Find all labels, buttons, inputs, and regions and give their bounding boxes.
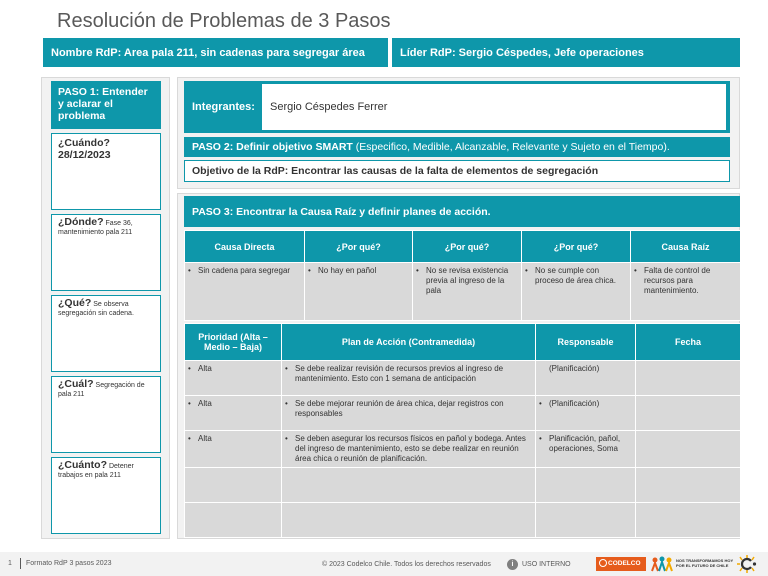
plan-header: Fecha xyxy=(636,324,741,361)
priority-cell[interactable]: • Alta xyxy=(185,431,282,468)
people-logo-icon xyxy=(651,556,673,572)
integrantes-section xyxy=(184,81,730,133)
priority-cell[interactable] xyxy=(185,468,282,503)
date-cell[interactable] xyxy=(636,396,741,431)
page-title: Resolución de Problemas de 3 Pasos xyxy=(57,10,391,32)
plan-header: Responsable xyxy=(536,324,636,361)
paso2-title-text: PASO 2: Definir objetivo SMART xyxy=(192,141,353,153)
cuando-value: 28/12/2023 xyxy=(58,149,111,161)
rdp-leader-header: Líder RdP: Sergio Céspedes, Jefe operaciones xyxy=(392,38,740,67)
date-cell[interactable] xyxy=(636,361,741,396)
responsible-cell[interactable]: • (Planificación) xyxy=(536,396,636,431)
format-label: Formato RdP 3 pasos 2023 xyxy=(26,560,112,567)
codelco-logo: CODELCO xyxy=(596,557,646,571)
causes-header: ¿Por qué? xyxy=(413,231,522,263)
date-cell[interactable] xyxy=(636,503,741,538)
table-row xyxy=(185,361,741,396)
cuando-box[interactable] xyxy=(51,133,161,210)
paso2-subtitle: (Especifico, Medible, Alcanzable, Relevante y Sujeto en el Tiempo). xyxy=(355,141,670,153)
plan-header: Plan de Acción (Contramedida) xyxy=(282,324,536,361)
cuanto-label: ¿Cuánto? xyxy=(58,459,107,471)
paso2-title xyxy=(184,137,730,157)
responsible-cell[interactable]: (Planificación) xyxy=(536,361,636,396)
plan-cell[interactable] xyxy=(282,503,536,538)
rdp-name-header: Nombre RdP: Area pala 211, sin cadenas para segregar área xyxy=(43,38,388,67)
que-label: ¿Qué? xyxy=(58,297,92,309)
responsible-cell[interactable] xyxy=(536,468,636,503)
cause-cell[interactable]: • No hay en pañol xyxy=(305,263,413,321)
sun-logo-icon xyxy=(736,554,758,574)
responsible-cell[interactable] xyxy=(536,503,636,538)
cause-cell[interactable]: • Falta de control de recursos para mantenimiento. xyxy=(631,263,741,321)
footer-divider xyxy=(20,558,21,569)
priority-cell[interactable]: • Alta xyxy=(185,361,282,396)
priority-cell[interactable] xyxy=(185,503,282,538)
integrantes-field[interactable]: Sergio Céspedes Ferrer xyxy=(262,84,726,130)
cual-value: Segregación de pala 211 xyxy=(58,382,145,398)
plan-cell[interactable]: • Se debe mejorar reunión de área chica, dejar registros con responsables xyxy=(282,396,536,431)
info-icon: i xyxy=(507,559,518,570)
table-row xyxy=(185,503,741,538)
priority-cell[interactable]: • Alta xyxy=(185,396,282,431)
donde-label: ¿Dónde? xyxy=(58,216,104,228)
plan-cell[interactable]: • Se deben asegurar los recursos físicos en pañol y bodega. Antes del ingreso de mantenimiento, esto se debe realizar en reunión área chica o reunión de planificación. xyxy=(282,431,536,468)
plan-cell[interactable]: • Se debe realizar revisión de recursos previos al ingreso de mantenimiento. Esto con 1 semana de anticipación xyxy=(282,361,536,396)
donde-value: Fase 36, mantenimiento pala 211 xyxy=(58,220,133,236)
date-cell[interactable] xyxy=(636,431,741,468)
cause-cell[interactable]: • No se revisa existencia previa al ingreso de la pala xyxy=(413,263,522,321)
causes-header: Causa Raíz xyxy=(631,231,741,263)
que-value: Se observa segregación sin cadena. xyxy=(58,301,134,317)
date-cell[interactable] xyxy=(636,468,741,503)
responsible-cell[interactable]: • Planificación, pañol, operaciones, Soma xyxy=(536,431,636,468)
table-row xyxy=(185,431,741,468)
action-plan-table xyxy=(184,323,741,538)
cuanto-box[interactable] xyxy=(51,457,161,534)
table-row xyxy=(185,263,741,321)
table-row xyxy=(185,396,741,431)
paso1-title: PASO 1: Entender y aclarar el problema xyxy=(51,81,161,129)
slogan: NOS TRANSFORMAMOS HOY POR EL FUTURO DE CHILE xyxy=(676,558,734,568)
paso3-title: PASO 3: Encontrar la Causa Raíz y definir planes de acción. xyxy=(184,196,740,227)
table-row xyxy=(185,468,741,503)
plan-header: Prioridad (Alta – Medio – Baja) xyxy=(185,324,282,361)
page-number: 1 xyxy=(8,560,12,567)
objetivo-field[interactable]: Objetivo de la RdP: Encontrar las causas de la falta de elementos de segregación xyxy=(184,160,730,182)
cuanto-value: Detener trabajos en pala 211 xyxy=(58,463,134,479)
cause-cell[interactable]: • No se cumple con proceso de área chica. xyxy=(522,263,631,321)
que-box[interactable] xyxy=(51,295,161,372)
integrantes-label: Integrantes: xyxy=(192,101,255,113)
causes-header: ¿Por qué? xyxy=(522,231,631,263)
footer xyxy=(0,552,768,576)
cual-box[interactable] xyxy=(51,376,161,453)
causes-header: Causa Directa xyxy=(185,231,305,263)
classification-label: USO INTERNO xyxy=(522,561,571,568)
cuando-label: ¿Cuándo? xyxy=(58,137,110,149)
donde-box[interactable] xyxy=(51,214,161,291)
cause-cell[interactable]: • Sin cadena para segregar xyxy=(185,263,305,321)
codelco-mark-icon xyxy=(599,559,607,567)
copyright: © 2023 Codelco Chile. Todos los derechos reservados xyxy=(322,561,491,568)
causes-table xyxy=(184,230,741,321)
plan-cell[interactable] xyxy=(282,468,536,503)
causes-header: ¿Por qué? xyxy=(305,231,413,263)
cual-label: ¿Cuál? xyxy=(58,378,94,390)
